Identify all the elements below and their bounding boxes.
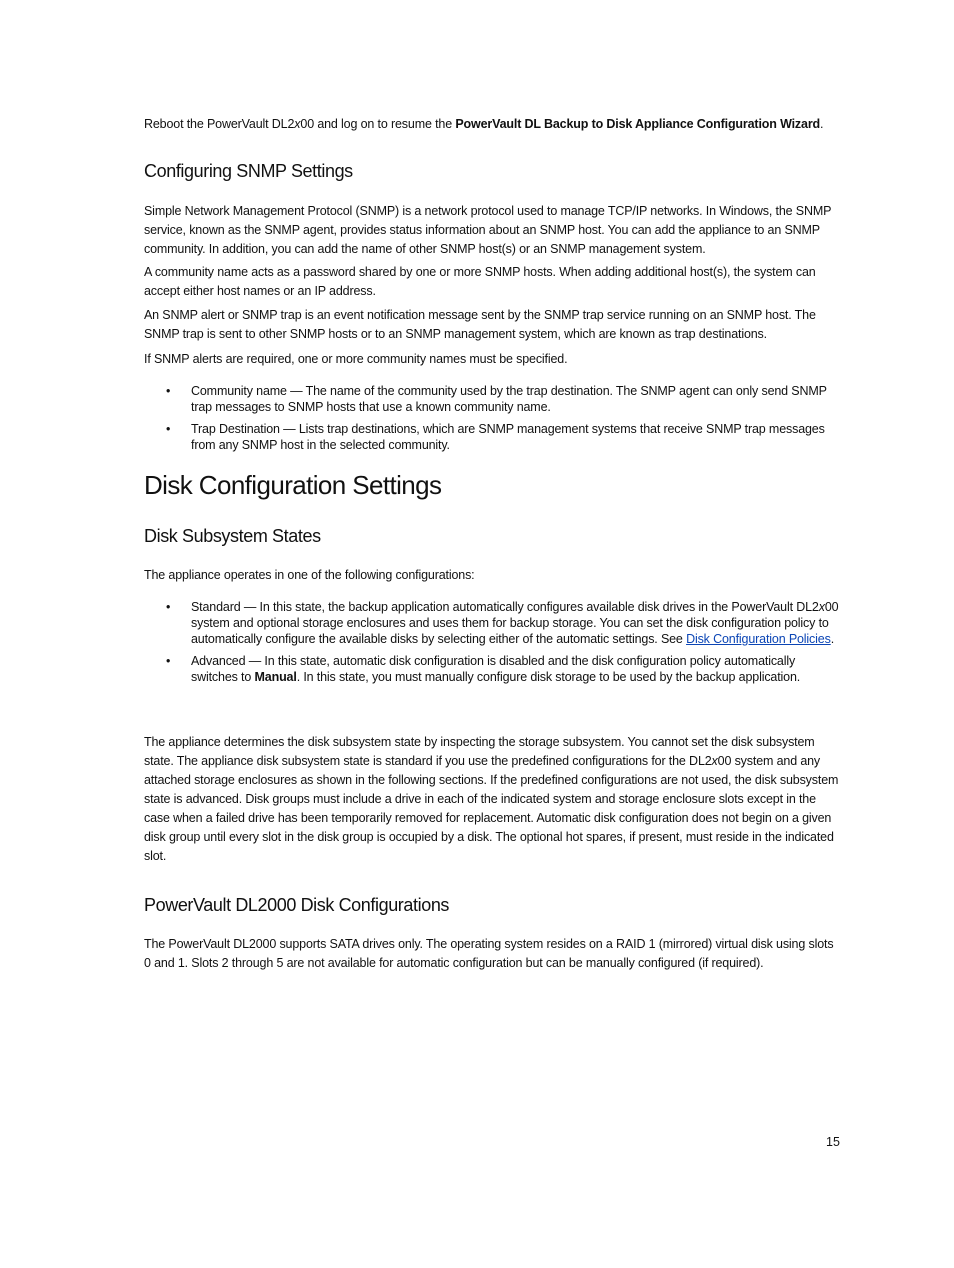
- disk-subsystem-heading: Disk Subsystem States: [144, 526, 321, 546]
- dl2000-heading: PowerVault DL2000 Disk Configurations: [144, 895, 450, 915]
- snmp-paragraph-1: Simple Network Management Protocol (SNMP) is a network protocol used to manage TCP/IP networks. In Windows, the SNMP service, known as the SNMP agent, provides status information about an SNMP host. You can add the appliance to an SNMP community. In addition, you can add the name of other SNMP host(s) or an SNMP management system.: [144, 204, 832, 256]
- bullet-community-name: • Community name — The name of the community used by the trap destination. The SNMP agent can only send SNMP trap messages to SNMP hosts that use a known community name.: [144, 383, 840, 415]
- disk-config-heading: Disk Configuration Settings: [144, 470, 442, 500]
- disk-state-paragraph: The appliance determines the disk subsystem state by inspecting the storage subsystem. You cannot set the disk subsystem state. The appliance disk subsystem state is standard if you use the predefined configurations for the DL2x00 system and any attached storage enclosures as shown in the following sections. If the predefined configurations are not used, the disk subsystem state is advanced. Disk groups must include a drive in each of the indicated system and storage enclosure slots except in the case when a failed drive has been temporarily removed for replacement. Automatic disk configuration does not begin on a given disk group until every slot in the disk group is occupied by a disk. The optional hot spares, if present, must reside in the indicated slot.: [144, 735, 839, 863]
- dl2000-paragraph: The PowerVault DL2000 supports SATA drives only. The operating system resides on a RAID 1 (mirrored) virtual disk using slots 0 and 1. Slots 2 through 5 are not available for automatic configuration but can be manually configured (if required).: [144, 937, 834, 970]
- page-number: 15: [826, 1135, 840, 1149]
- bullet-advanced: • Advanced — In this state, automatic disk configuration is disabled and the disk configuration policy automatically switches to Manual. In this state, you must manually configure disk storage to be used by the backup application.: [144, 653, 840, 685]
- bullet-trap-destination: • Trap Destination — Lists trap destinations, which are SNMP management systems that receive SNMP trap messages from any SNMP host in the selected community.: [144, 421, 840, 453]
- disk-state-list: [144, 599, 840, 685]
- snmp-paragraph-3: An SNMP alert or SNMP trap is an event notification message sent by the SNMP trap service running on an SNMP host. The SNMP trap is sent to other SNMP hosts or to an SNMP management system, which are known as trap destinations.: [144, 308, 816, 341]
- snmp-paragraph-2: A community name acts as a password shared by one or more SNMP hosts. When adding additional host(s), the system can accept either host names or an IP address.: [144, 265, 816, 298]
- bullet-standard: • Standard — In this state, the backup application automatically configures available disk drives in the PowerVault DL2x00 system and optional storage enclosures and uses them for backup storage. You can set the disk configuration policy to automatically configure the available disks by selecting either of the automatic settings. See Disk Configuration Policies.: [144, 599, 840, 647]
- disk-intro-paragraph: The appliance operates in one of the following configurations:: [144, 568, 475, 582]
- snmp-heading: Configuring SNMP Settings: [144, 161, 353, 181]
- reboot-paragraph: Reboot the PowerVault DL2x00 and log on to resume the PowerVault DL Backup to Disk Appliance Configuration Wizard.: [144, 117, 824, 131]
- snmp-paragraph-4: If SNMP alerts are required, one or more community names must be specified.: [144, 352, 568, 366]
- manual-term: Manual: [254, 670, 297, 684]
- disk-configuration-policies-link[interactable]: Disk Configuration Policies: [686, 632, 831, 646]
- wizard-name: PowerVault DL Backup to Disk Appliance Configuration Wizard: [455, 117, 821, 131]
- snmp-bullet-list: [144, 383, 840, 453]
